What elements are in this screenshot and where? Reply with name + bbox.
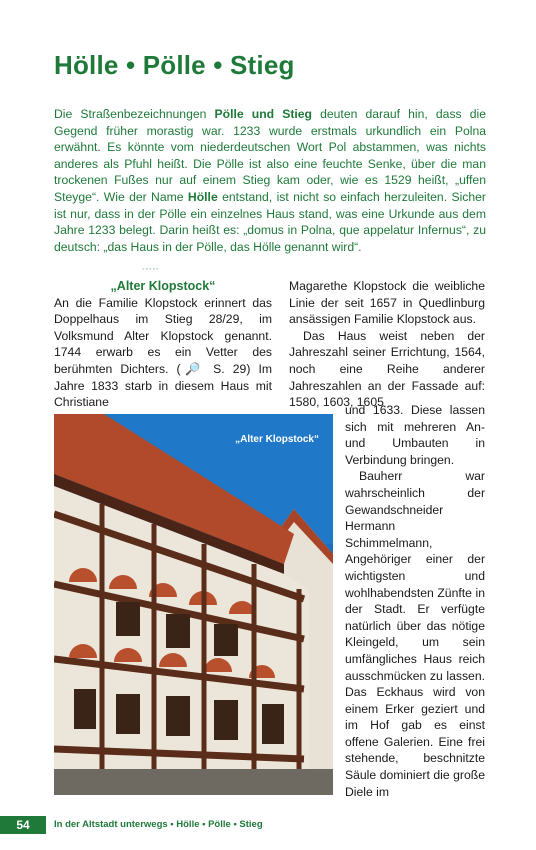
page-number: 54 xyxy=(0,816,46,834)
photo-alter-klopstock xyxy=(54,414,333,795)
column-right-top xyxy=(289,278,485,411)
intro-paragraph: Die Straßenbezeichnungen Pölle und Stieg deuten darauf hin, dass die Gegend früher morastig war. 1233 wurde erstmals urkundlich ein Polna erwähnt. Es könnte vom niederdeutschen Wort Pol abstammen, was nichts anderes als Pfuhl heißt. Die Pölle ist also eine feuchte Senke, über die man trockenen Fußes nur auf einem Stieg kam oder, wie es 1529 heißt, „uffen Steyge“. Wie der Name Hölle entstand, ist nicht so einfach herzuleiten. Sicher ist nur, dass in der Pölle ein einzelnes Haus stand, was eine Urkunde aus dem Jahre 1233 belegt. Darin heißt es: „domus in Polna, que appelatur Infernus“, zu deutsch: „das Haus in der Pölle, das Hölle genannt wird“. xyxy=(54,107,487,254)
column-right-paragraph-4: Bauherr war wahrscheinlich der Gewandschneider Hermann Schimmelmann, Angehöriger einer der wichtigsten und wohlhabendsten Zünfte in der Stadt. Er verfügte natürlich über das nötige Kleingeld, um sein umfängliches Haus reich ausschmücken zu lassen. Das Eckhaus wird von einem Erker geziert und im Hof gab es einst offene Galerien. Eine frei stehende, beschnitzte Säule dominiert die große Diele im xyxy=(345,469,485,799)
section-subheading: „Alter Klopstock“ xyxy=(110,279,216,293)
column-right-paragraph-3: und 1633. Diese lassen sich mit mehreren An- und Umbauten in Verbindung bringen. xyxy=(345,403,485,467)
photo-caption: „Alter Klopstock“ xyxy=(235,434,319,445)
column-right-paragraph-2: Das Haus weist neben der Jahreszahl seiner Errichtung, 1564, noch eine Reihe anderer Jahreszahlen an der Fassade auf: 1580, 1603, 1605 xyxy=(289,328,485,410)
house-illustration xyxy=(54,414,333,795)
column-right-bottom xyxy=(345,402,485,800)
column-left-text: An die Familie Klopstock erinnert das Doppelhaus im Stieg 28/29, im Volksmund Alter Klopstock genannt. 1744 erwarb es ein Vetter des berühmten Dichters. (🔎 S. 29) Im Jahre 1833 starb in diesem Haus mit Christiane xyxy=(54,295,272,410)
page-footer xyxy=(0,816,536,834)
column-left xyxy=(54,278,272,411)
section-divider: ◦◦◦◦◦ xyxy=(142,266,160,273)
running-footer: In der Altstadt unterwegs • Hölle • Pölle • Stieg xyxy=(54,819,263,830)
page-title: Hölle • Pölle • Stieg xyxy=(54,50,295,80)
column-right-paragraph-1: Magarethe Klopstock die weibliche Linie der seit 1657 in Quedlinburg ansässigen Familie Klopstock aus. xyxy=(289,279,485,327)
